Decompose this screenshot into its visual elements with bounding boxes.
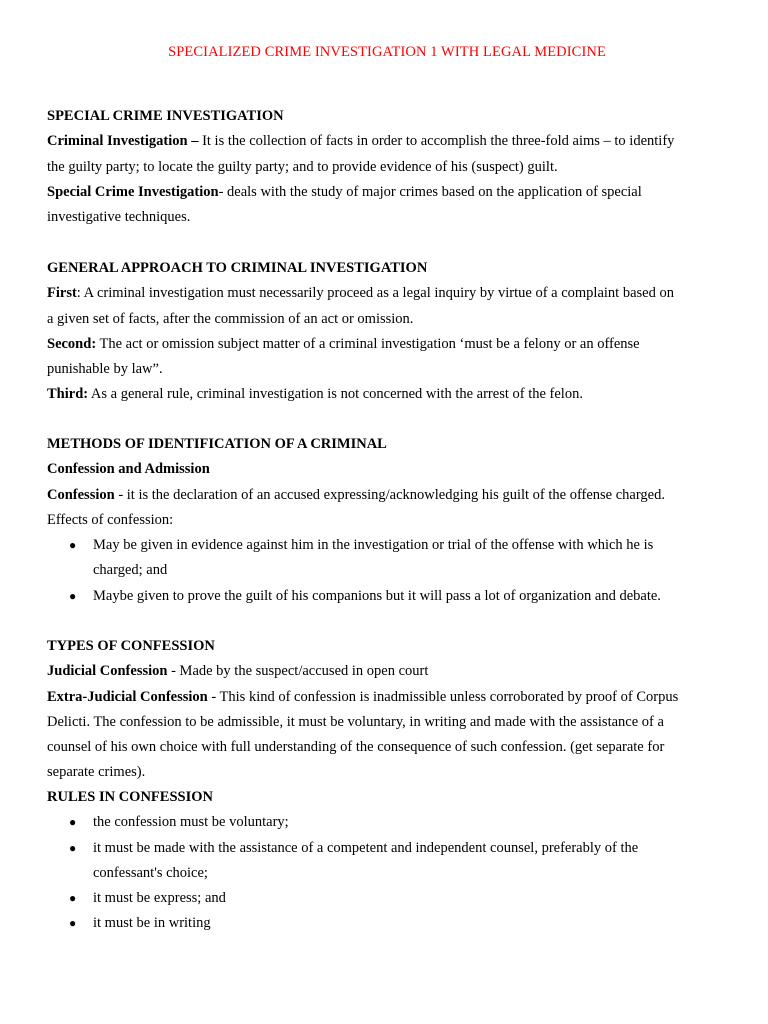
section-methods-of-identification <box>47 432 737 609</box>
term: Judicial Confession <box>47 663 168 680</box>
term: Third: <box>47 386 89 403</box>
paragraph-line: separate crimes). <box>47 764 146 781</box>
term: Confession <box>47 486 115 503</box>
list-item-line: it must be made with the assistance of a competent and independent counsel, preferably of the <box>93 839 639 856</box>
list-item-line: confessant's choice; <box>93 864 208 881</box>
paragraph-line: the guilty party; to locate the guilty party; and to provide evidence of his (suspect) guilt. <box>47 158 558 175</box>
bullet-icon: ● <box>69 840 77 855</box>
text: The act or omission subject matter of a criminal investigation ‘must be a felony or an offense <box>96 335 640 352</box>
list-item-line: the confession must be voluntary; <box>93 814 289 831</box>
rules-list <box>47 810 737 936</box>
text: - Made by the suspect/accused in open court <box>167 663 429 680</box>
section-rules-in-confession <box>47 785 737 937</box>
bullet-icon: ● <box>69 916 77 931</box>
section-general-approach <box>47 256 737 408</box>
section-heading: GENERAL APPROACH TO CRIMINAL INVESTIGATION <box>47 260 428 276</box>
text: - This kind of confession is inadmissible unless corroborated by proof of Corpus <box>207 688 679 705</box>
list-item-line: Maybe given to prove the guilt of his companions but it will pass a lot of organization and debate. <box>93 587 661 604</box>
section-heading: SPECIAL CRIME INVESTIGATION <box>47 108 284 124</box>
term: Special Crime Investigation <box>47 183 219 200</box>
paragraph-judicial-confession <box>47 659 737 684</box>
section-heading: METHODS OF IDENTIFICATION OF A CRIMINAL <box>47 436 387 452</box>
list-item <box>47 584 737 609</box>
section-types-of-confession <box>47 634 737 786</box>
paragraph-criminal-investigation <box>47 129 737 154</box>
paragraph-line: investigative techniques. <box>47 209 191 226</box>
paragraph-confession <box>47 483 737 508</box>
list-item-line: it must be in writing <box>93 915 211 932</box>
bullet-icon: ● <box>69 588 77 603</box>
paragraph-line: punishable by law”. <box>47 361 163 378</box>
term: Extra-Judicial Confession <box>47 688 208 705</box>
paragraph-line: Delicti. The confession to be admissible, it must be voluntary, in writing and made with the assistance of a <box>47 713 664 730</box>
term: First <box>47 285 77 302</box>
text: As a general rule, criminal investigation is not concerned with the arrest of the felon. <box>88 386 583 403</box>
list-item <box>47 911 737 936</box>
list-item-line: May be given in evidence against him in the investigation or trial of the offense with which he is <box>93 537 654 554</box>
section-heading: TYPES OF CONFESSION <box>47 638 215 654</box>
paragraph-special-crime-investigation <box>47 180 737 205</box>
text: - deals with the study of major crimes based on the application of special <box>218 183 642 200</box>
paragraph-line: counsel of his own choice with full understanding of the consequence of such confession. (get separate for <box>47 739 665 756</box>
list-item <box>47 533 737 584</box>
paragraph-effects: Effects of confession: <box>47 511 174 528</box>
list-item <box>47 836 737 887</box>
effects-list <box>47 533 737 609</box>
section-heading: RULES IN CONFESSION <box>47 789 213 805</box>
document-title: SPECIALIZED CRIME INVESTIGATION 1 WITH LEGAL MEDICINE <box>168 44 606 60</box>
list-item <box>47 810 737 835</box>
bullet-icon: ● <box>69 815 77 830</box>
text: : A criminal investigation must necessarily proceed as a legal inquiry by virtue of a complaint based on <box>76 285 674 302</box>
paragraph-extra-judicial-confession <box>47 685 737 710</box>
paragraph-third <box>47 382 737 407</box>
paragraph-second <box>47 332 737 357</box>
term: Criminal Investigation – <box>47 133 199 150</box>
paragraph-line: a given set of facts, after the commission of an act or omission. <box>47 310 414 327</box>
text: It is the collection of facts in order to accomplish the three-fold aims – to identify <box>198 133 675 150</box>
text: - it is the declaration of an accused expressing/acknowledging his guilt of the offense charged. <box>114 486 665 503</box>
list-item-line: charged; and <box>93 562 168 579</box>
bullet-icon: ● <box>69 538 77 553</box>
bullet-icon: ● <box>69 891 77 906</box>
paragraph-first <box>47 281 737 306</box>
subheading: Confession and Admission <box>47 461 210 478</box>
list-item <box>47 886 737 911</box>
term: Second: <box>47 335 97 352</box>
section-special-crime-investigation <box>47 104 737 230</box>
list-item-line: it must be express; and <box>93 890 226 907</box>
